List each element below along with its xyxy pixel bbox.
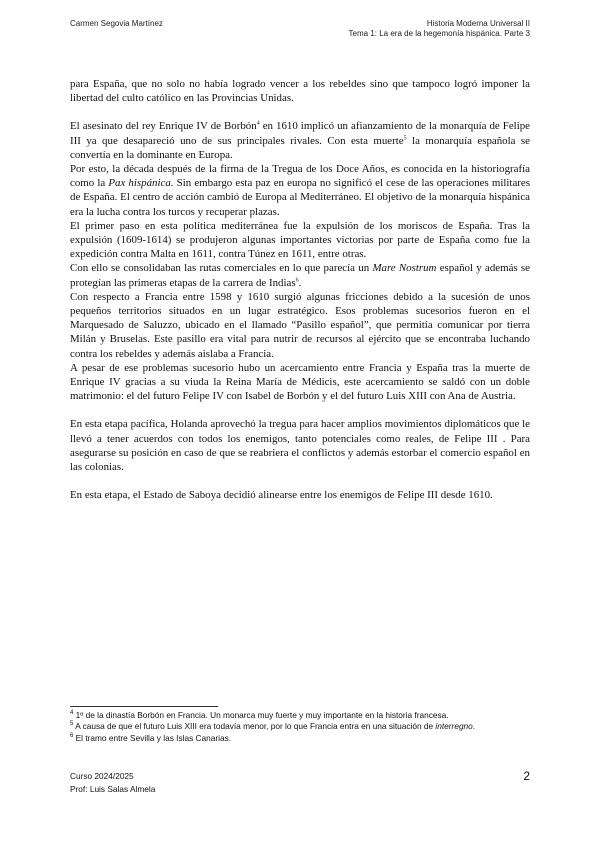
paragraph-9: En esta etapa, el Estado de Saboya decidió alinearse entre los enemigos de Felipe III desde 1610. (70, 489, 493, 502)
footer-professor: Prof: Luis Salas Almela (70, 784, 156, 794)
paragraph-5: Con ello se consolidaban las rutas comerciales en lo que parecía un Mare Nostrum español y además se protegían las primeras etapas de la carrera de Indias$^6$. (70, 262, 530, 289)
footnotes (70, 710, 530, 744)
paragraph-4: El primer paso en esta política mediterránea fue la expulsión de los moriscos de España. Tras la expulsión (1609-1614) se produjeron algunas importantes victorias por parte de España como fue la expedición contra Malta en 1611, contra Túnez en 1611, entre otras. (70, 219, 530, 261)
footer-course: Curso 2024/2025 (70, 771, 134, 781)
footnote-ref-6[interactable]: 6 (295, 277, 299, 284)
footnote-6: $^6$ El tramo entre Sevilla y las Islas Canarias. (70, 732, 232, 743)
paragraph-8: En esta etapa pacífica, Holanda aprovechó la tregua para hacer amplios movimientos diplomáticos que le llevó a tener acuerdos con todos los enemigos, tanto potenciales como reales, de Felipe III . Para asegurarse su posición en caso de que se reabriera el conflictos y además estorbar el comercio español en las colonias. (70, 418, 530, 474)
footnote-ref-4[interactable]: 4 (256, 120, 260, 127)
header-right (349, 19, 530, 39)
page-footer (70, 770, 530, 796)
paragraph-2: El asesinato del rey Enrique IV de Borbón$^4$ en 1610 implicó un afianzamiento de la monarquía de Felipe III ya que desapareció uno de sus principales rivales. Con esta muerte$^5$ la monarquía española se convertía en la dominante en Europa. (70, 120, 531, 161)
header-course-title: Historia Moderna Universal II (426, 19, 530, 28)
header-topic: Tema 1: La era de la hegemonía hispánica. Parte 3 (348, 29, 530, 38)
footnote-4: $^4$ 1º de la dinastía Borbón en Francia. Un monarca muy fuerte y muy importante en la historia francesa. (70, 710, 449, 720)
footnote-divider (70, 706, 218, 707)
paragraph-6: Con respecto a Francia entre 1598 y 1610 surgió algunas fricciones debido a la sucesión de unos pequeños territorios situados en un lugar estratégico. Esos problemas sucesorios fueron en el Marquesado de Saluzzo, ubicado en el llamado “Pasillo español”, que permitía comunicar por tierra Milán y Bruselas. Este pasillo era vital para nutrir de recursos al ejército que se encontraba luchando contra los rebeldes y además aislaba a Francia. (70, 290, 530, 360)
page-number: 2 (523, 769, 530, 783)
header-author: Carmen Segovia Martínez (70, 19, 163, 28)
footnote-5: $^5$ A causa de que el futuro Luis XIII era todavía menor, por lo que Francia entra en una situación de interregno. (70, 721, 476, 732)
paragraph-1: para España, que no solo no había logrado vencer a los rebeldes sino que tampoco logró imponer la libertad del culto católico en las Provincias Unidas. (70, 78, 530, 105)
footnote-ref-5[interactable]: 5 (403, 134, 407, 141)
paragraph-7: A pesar de ese problemas sucesorio hubo un acercamiento entre Francia y España tras la muerte de Enrique IV gracias a su viuda la Reina María de Médicis, este acercamiento se saldó con un doble matrimonio: el del futuro Felipe IV con Isabel de Borbón y el del futuro Luis XIII con Ana de Austria. (70, 361, 530, 403)
body-text (70, 77, 530, 502)
paragraph-3: Por esto, la década después de la firma de la Tregua de los Doce Años, es conocida en la historiografía como la Pax hispánica. Sin embargo esta paz en europa no significó el cese de las operaciones militares de España. El centro de acción cambió de Europa al Mediterráneo. El objetivo de la monarquía hispánica era la lucha contra los turcos y recuperar plazas. (70, 163, 530, 218)
